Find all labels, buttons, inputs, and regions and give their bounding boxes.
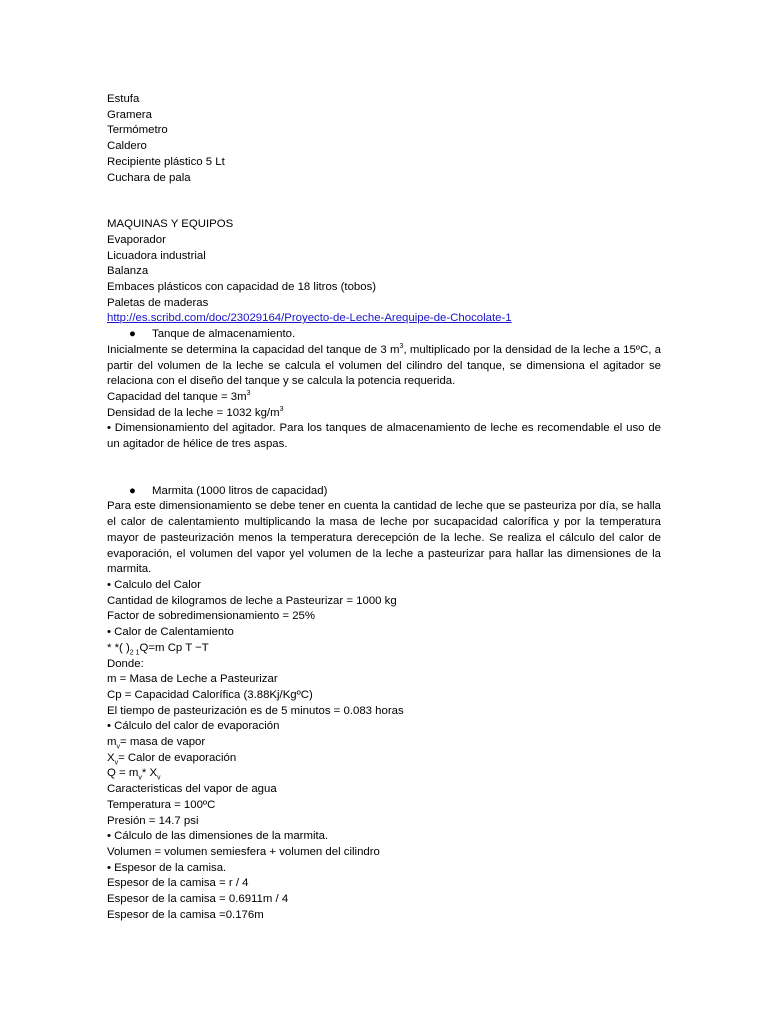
tank-section	[107, 327, 661, 453]
text-line: Espesor de la camisa = r / 4	[107, 877, 249, 890]
list-item: Recipiente plástico 5 Lt	[107, 155, 225, 168]
text-line: Temperatura = 100ºC	[107, 798, 216, 811]
tank-capacity: Capacidad del tanque = $3m^3$	[107, 390, 251, 403]
text-line: Cp = Capacidad Calorífica (3.88Kj/KgºC)	[107, 688, 313, 701]
text-line: • Cálculo del calor de evaporación	[107, 720, 280, 733]
text-line: • Calculo del Calor	[107, 578, 201, 591]
text-line: • Calor de Calentamiento	[107, 626, 234, 639]
list-item: Embaces plásticos con capacidad de 18 litros (tobos)	[107, 281, 377, 294]
tank-density: Densidad de la leche = 1032 $kg/m^3$	[107, 405, 284, 419]
text-line: m = Masa de Leche a Pasteurizar	[107, 673, 278, 686]
list-item: Cuchara de pala	[107, 171, 191, 184]
tools-list	[107, 92, 661, 186]
list-item: Gramera	[107, 108, 152, 121]
spacer	[107, 453, 661, 484]
text-line: Caracteristicas del vapor de agua	[107, 783, 277, 796]
marmita-section	[107, 484, 661, 924]
list-item: Evaporador	[107, 233, 166, 246]
heat-formula: * *( )$_{2 1}Q=m$ Cp T −T	[107, 641, 209, 657]
text-line: El tiempo de pasteurización es de 5 minutos = 0.083 horas	[107, 704, 404, 717]
tank-bullet-item	[107, 327, 661, 343]
tank-title: Tanque de almacenamiento.	[152, 328, 296, 341]
evaporation-heat-line: $X_v=$ Calor de evaporación	[107, 751, 237, 766]
text-line: Espesor de la camisa =0.176m	[107, 908, 264, 921]
bullet-icon: ●	[129, 484, 136, 497]
text-line: Cantidad de kilogramos de leche a Pasteurizar = 1000 kg	[107, 594, 397, 607]
marmita-title: Marmita (1000 litros de capacidad)	[152, 484, 328, 497]
text-line: Presión = 14.7 psi	[107, 814, 199, 827]
source-link[interactable]: http://es.scribd.com/doc/23029164/Proyecto-de-Leche-Arequipe-de-Chocolate-1	[107, 312, 512, 325]
list-item: Caldero	[107, 140, 147, 153]
list-item: Termómetro	[107, 124, 168, 137]
vapor-mass-line: $m_v=$ masa de vapor	[107, 736, 206, 751]
spacer	[107, 186, 661, 217]
machines-heading: MAQUINAS Y EQUIPOS	[107, 218, 234, 231]
tank-intro: Inicialmente se determina la capacidad del tanque de 3 $m^3$, multiplicado por la densidad de la leche a 15ºC, a partir del volumen de la leche se calcula el volumen del cilindro del tanque, se dimensiona el agitador se relaciona con el diseño del tanque y se calcula la potencia requerida.	[107, 343, 661, 388]
tank-agitator: • Dimensionamiento del agitador. Para los tanques de almacenamiento de leche es recomendable el uso de un agitador de hélice de tres aspas.	[107, 422, 661, 451]
marmita-bullet-item	[107, 484, 661, 500]
text-line: Volumen = volumen semiesfera + volumen del cilindro	[107, 845, 380, 858]
list-item: Balanza	[107, 265, 149, 278]
text-line: Factor de sobredimensionamiento = 25%	[107, 610, 315, 623]
machines-section	[107, 217, 661, 327]
list-item: Paletas de maderas	[107, 296, 209, 309]
list-item: Estufa	[107, 93, 140, 105]
marmita-intro: Para este dimensionamiento se debe tener en cuenta la cantidad de leche que se pasteuriza por día, se halla el calor de calentamiento multiplicando la masa de leche por sucapacidad calorífica y por la temperatura mayor de pasteurización menos la temperatura derecepción de la leche. Se realiza el cálculo del calor de evaporación, el volumen del vapor yel volumen de la leche a pasteurizar para hallar las dimensiones de la marmita.	[107, 500, 661, 576]
list-item: Licuadora industrial	[107, 249, 206, 262]
text-line: Espesor de la camisa = 0.6911m / 4	[107, 893, 289, 906]
bullet-icon: ●	[129, 328, 136, 341]
q-formula-line: $Q = m_v*$ $X_v$	[107, 767, 161, 782]
text-line: Donde:	[107, 657, 144, 670]
text-line: • Cálculo de las dimensiones de la marmita.	[107, 830, 329, 843]
document-content	[107, 92, 661, 923]
text-line: • Espesor de la camisa.	[107, 861, 227, 874]
